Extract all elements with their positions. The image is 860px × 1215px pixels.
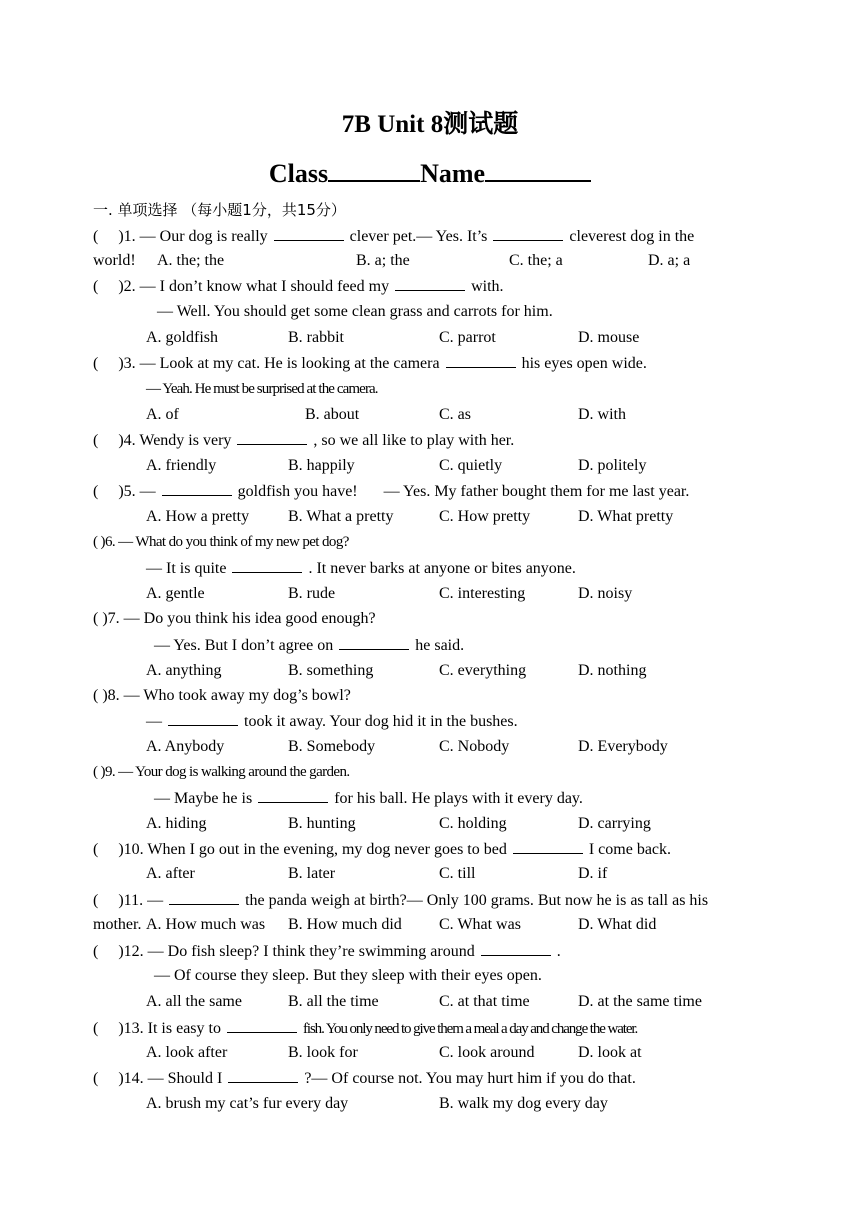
q13-option-b: B. look for <box>288 1044 358 1061</box>
q6-option-d: D. noisy <box>578 585 633 602</box>
q13-option-d: D. look at <box>578 1044 642 1061</box>
name-label: Name <box>420 159 486 188</box>
q14-option-b: B. walk my dog every day <box>439 1095 608 1112</box>
q8-option-c: C. Nobody <box>439 738 510 755</box>
class-blank <box>328 156 420 182</box>
q5-option-d: D. What pretty <box>578 508 674 525</box>
q7-option-d: D. nothing <box>578 662 647 679</box>
q10-option-c: C. till <box>439 865 476 882</box>
q10-option-d: D. if <box>578 865 608 882</box>
q12-option-a: A. all the same <box>146 993 242 1010</box>
q11-option-c: C. What was <box>439 916 521 933</box>
class-label: Class <box>268 159 329 188</box>
question-8-line2: — took it away. Your dog hid it in the bushes. <box>146 713 518 730</box>
question-1-line1: ( )1. — Our dog is really clever pet.— Yes. It’s cleverest dog in the <box>93 228 695 245</box>
question-11-line1: ( )11. — the panda weigh at birth?— Only 100 grams. But now he is as tall as his <box>93 892 709 909</box>
question-5-line1: ( )5. — goldfish you have! — Yes. My father bought them for me last year. <box>93 483 690 500</box>
q14-option-a: A. brush my cat’s fur every day <box>146 1095 349 1112</box>
q1-option-a: A. the; the <box>157 252 225 269</box>
question-7-line1: ( )7. — Do you think his idea good enough? <box>93 610 376 627</box>
q6-option-b: B. rude <box>288 585 336 602</box>
q9-option-a: A. hiding <box>146 815 207 832</box>
question-4-line1: ( )4. Wendy is very , so we all like to play with her. <box>93 432 515 449</box>
q3-option-a: A. of <box>146 406 179 423</box>
q9-option-b: B. hunting <box>288 815 356 832</box>
question-7-line2: — Yes. But I don’t agree on he said. <box>154 637 465 654</box>
q5-option-a: A. How a pretty <box>146 508 250 525</box>
q12-option-c: C. at that time <box>439 993 530 1010</box>
name-blank <box>485 156 591 182</box>
class-name-header <box>0 156 860 189</box>
question-2-line1: ( )2. — I don’t know what I should feed my with. <box>93 278 504 295</box>
page-title: 7B Unit 8测试题 <box>341 111 519 138</box>
q4-option-d: D. politely <box>578 457 647 474</box>
q13-option-c: C. look around <box>439 1044 535 1061</box>
q4-option-a: A. friendly <box>146 457 217 474</box>
q6-option-a: A. gentle <box>146 585 205 602</box>
q11-option-a: A. How much was <box>146 916 266 933</box>
q4-option-c: C. quietly <box>439 457 503 474</box>
q3-option-c: C. as <box>439 406 471 423</box>
question-13-line1: ( )13. It is easy to fish. You only need to give them a meal a day and change the water. <box>93 1020 638 1037</box>
question-6-line1: ( )6. — What do you think of my new pet dog? <box>93 534 349 550</box>
q13-option-a: A. look after <box>146 1044 228 1061</box>
q2-option-d: D. mouse <box>578 329 640 346</box>
question-12-line2: — Of course they sleep. But they sleep with their eyes open. <box>154 967 542 984</box>
question-6-line2: — It is quite . It never barks at anyone or bites anyone. <box>146 560 576 577</box>
q9-option-d: D. carrying <box>578 815 651 832</box>
q12-option-b: B. all the time <box>288 993 379 1010</box>
q7-option-a: A. anything <box>146 662 222 679</box>
q8-option-d: D. Everybody <box>578 738 668 755</box>
q4-option-b: B. happily <box>288 457 355 474</box>
question-3-line2: — Yeah. He must be surprised at the camera. <box>146 381 378 397</box>
q8-option-a: A. Anybody <box>146 738 225 755</box>
q2-option-b: B. rabbit <box>288 329 344 346</box>
question-11-line2: mother. <box>93 916 142 933</box>
question-2-line2: — Well. You should get some clean grass and carrots for him. <box>157 303 553 320</box>
q8-option-b: B. Somebody <box>288 738 376 755</box>
q3-option-b: B. about <box>305 406 360 423</box>
q7-option-c: C. everything <box>439 662 527 679</box>
q10-option-b: B. later <box>288 865 336 882</box>
q10-option-a: A. after <box>146 865 195 882</box>
q5-option-b: B. What a pretty <box>288 508 394 525</box>
q12-option-d: D. at the same time <box>578 993 702 1010</box>
section-heading: 一. 单项选择 （每小题1分，共15分） <box>93 201 346 219</box>
q3-option-d: D. with <box>578 406 626 423</box>
question-8-line1: ( )8. — Who took away my dog’s bowl? <box>93 687 351 704</box>
q1-option-d: D. a; a <box>648 252 691 269</box>
q9-option-c: C. holding <box>439 815 507 832</box>
q2-option-c: C. parrot <box>439 329 496 346</box>
q6-option-c: C. interesting <box>439 585 526 602</box>
q5-option-c: C. How pretty <box>439 508 531 525</box>
question-1-line2: world! <box>93 252 136 269</box>
question-14-line1: ( )14. — Should I ?— Of course not. You may hurt him if you do that. <box>93 1070 636 1087</box>
question-9-line2: — Maybe he is for his ball. He plays with it every day. <box>154 790 583 807</box>
q1-option-c: C. the; a <box>509 252 563 269</box>
question-10-line1: ( )10. When I go out in the evening, my dog never goes to bed I come back. <box>93 841 672 858</box>
question-9-line1: ( )9. — Your dog is walking around the garden. <box>93 764 350 780</box>
q7-option-b: B. something <box>288 662 374 679</box>
q2-option-a: A. goldfish <box>146 329 218 346</box>
question-12-line1: ( )12. — Do fish sleep? I think they’re swimming around . <box>93 943 561 960</box>
q11-option-d: D. What did <box>578 916 657 933</box>
q1-option-b: B. a; the <box>356 252 410 269</box>
question-3-line1: ( )3. — Look at my cat. He is looking at the camera his eyes open wide. <box>93 355 647 372</box>
q11-option-b: B. How much did <box>288 916 402 933</box>
